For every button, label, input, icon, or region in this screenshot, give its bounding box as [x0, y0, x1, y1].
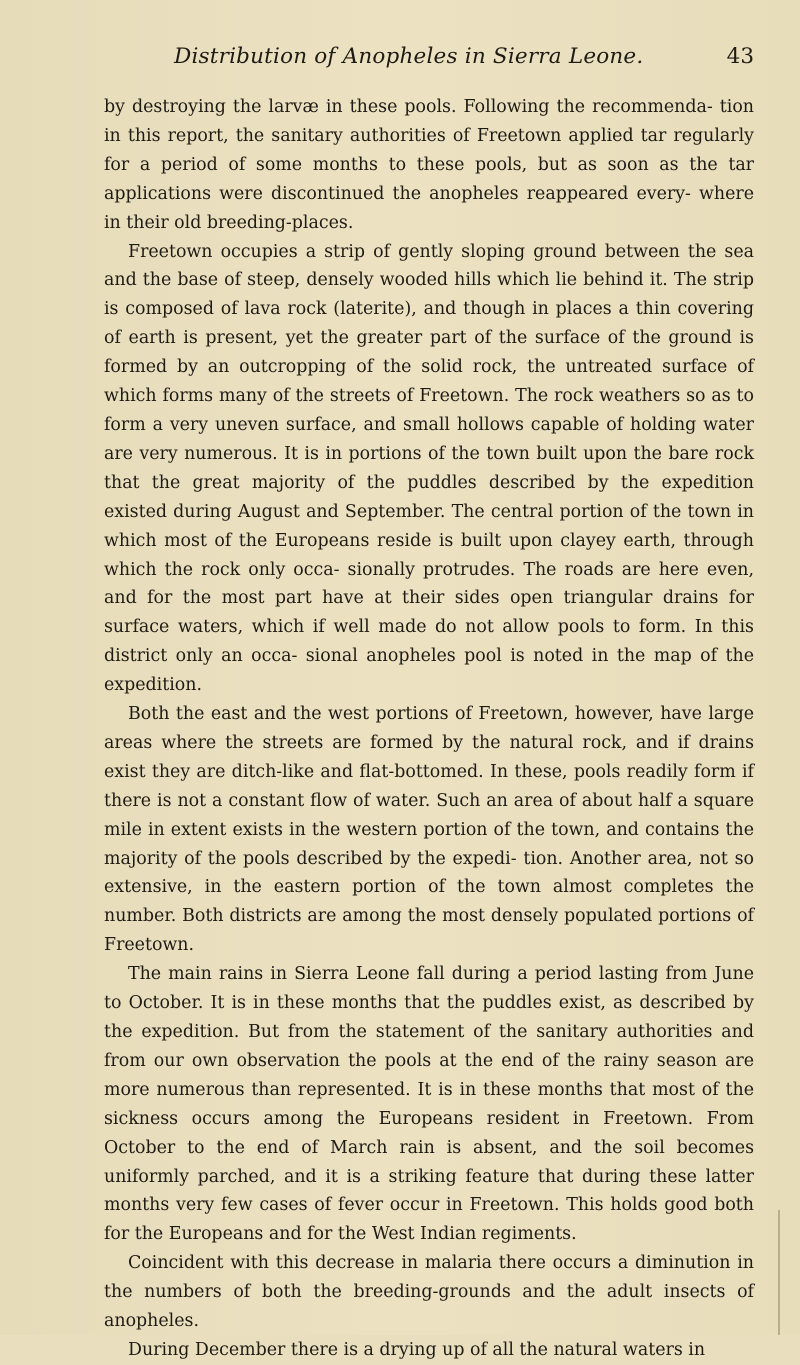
- running-head: [104, 44, 754, 74]
- paragraph-1: by destroying the larvæ in these pools. Following the recommenda- tion in this report, the sanitary authorities of Freetown applied tar regularly for a period of some months to these pools, but as soon as the tar applications were discontinued the anopheles reappeared every- where in their old breeding-places.: [104, 97, 754, 233]
- paragraph-6: During December there is a drying up of all the natural waters in: [128, 1339, 706, 1360]
- paragraph-3: Both the east and the west portions of Freetown, however, have large areas where the streets are formed by the natural rock, and if drains exist they are ditch-like and flat-bottomed. In these, pools readily form if there is not a constant flow of water. Such an area of about half a square mile in extent exists in the western portion of the town, and contains the majority of the pools described by the expedi- tion. Another area, not so extensive, in the eastern portion of the town almost completes the number. Both districts are among the most densely populated portions of Freetown.: [104, 704, 754, 956]
- paragraph-2: Freetown occupies a strip of gently sloping ground between the sea and the base of steep, densely wooded hills which lie behind it. The strip is composed of lava rock (laterite), and though in places a thin covering of earth is present, yet the greater part of the surface of the ground is formed by an outcropping of the solid rock, the untreated surface of which forms many of the streets of Freetown. The rock weathers so as to form a very uneven surface, and small hollows capable of holding water are very numerous. It is in portions of the town built upon the bare rock that the great majority of the puddles described by the expedition existed during August and September. The central portion of the town in which most of the Europeans reside is built upon clayey earth, through which the rock only occa- sionally protrudes. The roads are here even, and for the most part have at their sides open triangular drains for surface waters, which if well made do not allow pools to form. In this district only an occa- sional anopheles pool is noted in the map of the expedition.: [104, 241, 754, 696]
- body-text: [104, 93, 754, 1365]
- page-edge-shadow: [778, 1210, 780, 1335]
- running-title: Distribution of Anopheles in Sierra Leone.: [174, 44, 644, 69]
- paragraph-5: Coincident with this decrease in malaria there occurs a diminution in the numbers of both the breeding-grounds and the adult insects of anopheles.: [104, 1253, 754, 1332]
- paragraph-4: The main rains in Sierra Leone fall during a period lasting from June to October. It is in these months that the puddles exist, as described by the expedition. But from the statement of the sanitary authorities and from our own observation the pools at the end of the rainy season are more numerous than represented. It is in these months that most of the sickness occurs among the Europeans resident in Freetown. From October to the end of March rain is absent, and the soil becomes uniformly parched, and it is a striking feature that during these latter months very few cases of fever occur in Freetown. This holds good both for the Europeans and for the West Indian regiments.: [104, 964, 754, 1245]
- page-number: 43: [726, 44, 754, 69]
